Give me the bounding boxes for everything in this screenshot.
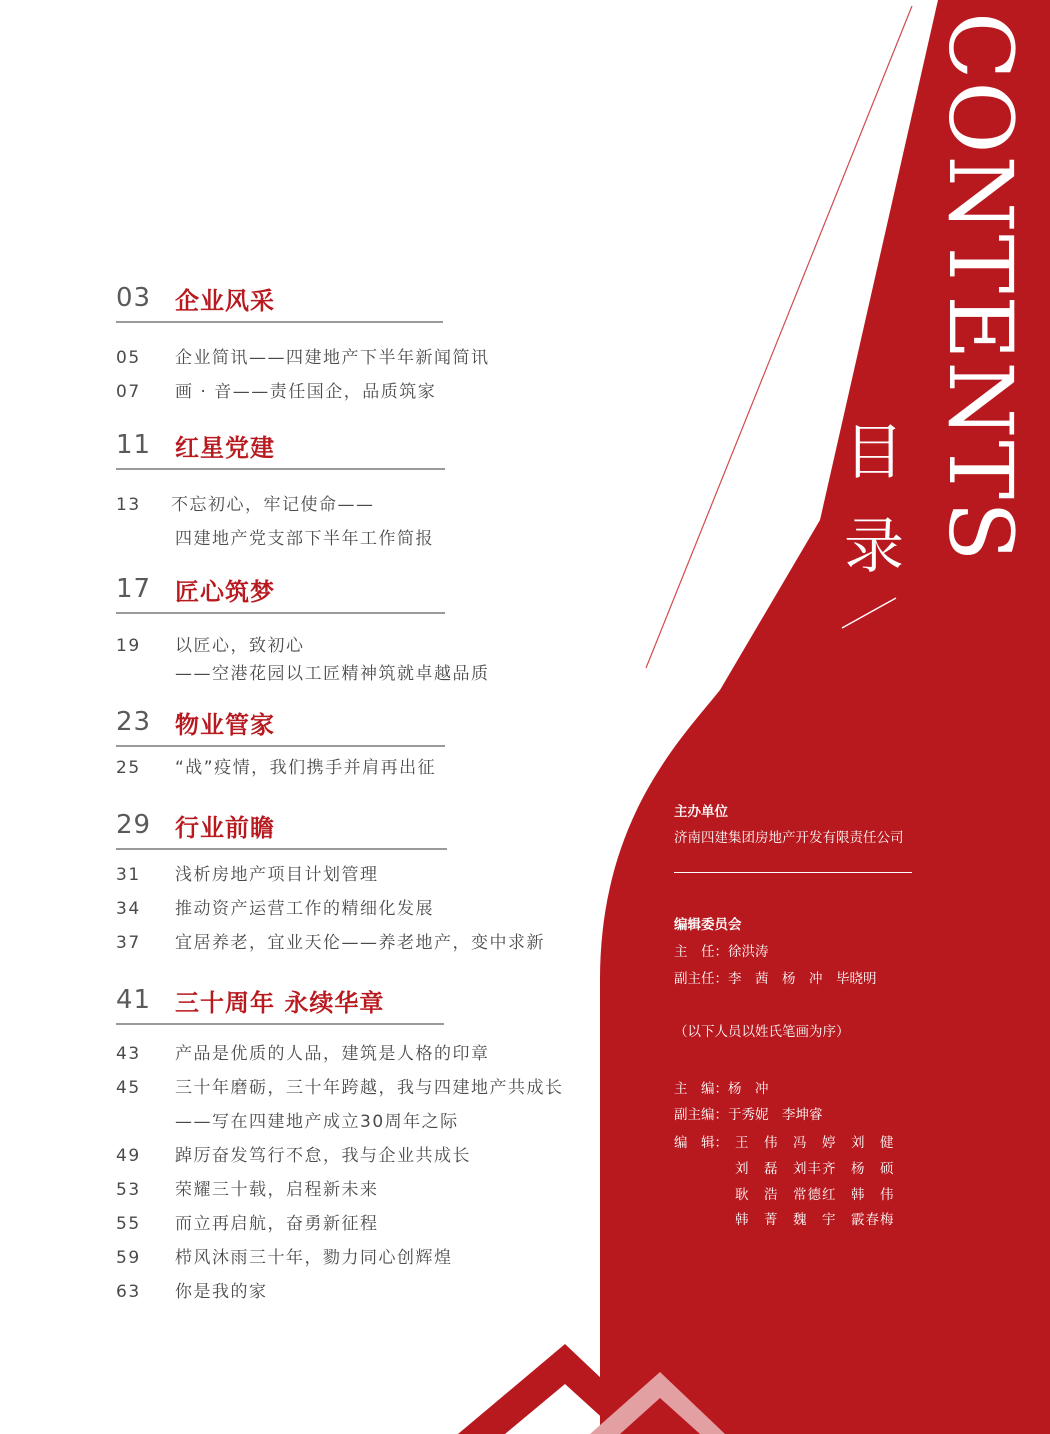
toc-section-2 <box>116 430 596 556</box>
entry-page-number: 53 <box>116 1180 141 1200</box>
chief-editor-line: 主 编：杨 冲 <box>674 1081 769 1097</box>
entry-page-number: 05 <box>116 348 141 368</box>
entry-title: 你是我的家 <box>175 1282 268 1302</box>
deputy-director-line: 副主任：李 茜 杨 冲 毕晓明 <box>674 971 877 987</box>
entry-title: ——空港花园以工匠精神筑就卓越品质 <box>175 664 490 684</box>
entry-title: ——写在四建地产成立30周年之际 <box>175 1112 459 1132</box>
entry-title: 浅析房地产项目计划管理 <box>175 865 379 885</box>
deputy-editor-line: 副主编：于秀妮 李坤睿 <box>674 1107 823 1123</box>
toc-entry[interactable] <box>116 1173 596 1207</box>
entry-page-number: 63 <box>116 1282 141 1302</box>
section-page-number: 17 <box>116 574 152 604</box>
director-line: 主 任：徐洪涛 <box>674 944 769 960</box>
sponsor-label: 主办单位 <box>674 804 728 820</box>
entry-page-number: 55 <box>116 1214 141 1234</box>
toc-entry[interactable] <box>116 751 596 785</box>
section-page-number: 41 <box>116 985 152 1015</box>
editor-names-row: 刘 磊 刘丰齐 杨 硕 <box>735 1161 895 1177</box>
entry-title: “战”疫情，我们携手并肩再出征 <box>175 758 437 778</box>
entry-title: 不忘初心，牢记使命—— <box>171 495 375 515</box>
toc-entry[interactable] <box>116 1139 596 1173</box>
toc-entry[interactable] <box>116 892 596 926</box>
toc-section-4 <box>116 707 596 785</box>
section-title: 企业风采 <box>175 287 275 315</box>
section-title: 行业前瞻 <box>175 814 275 842</box>
toc-entry[interactable] <box>116 1071 596 1105</box>
entry-title: 三十年磨砺，三十年跨越，我与四建地产共成长 <box>175 1078 564 1098</box>
section-title: 三十周年 永续华章 <box>175 989 385 1017</box>
entry-page-number: 25 <box>116 758 141 778</box>
info-divider <box>674 872 912 873</box>
toc-entry[interactable] <box>116 488 596 522</box>
catalog-title-char-1: 目 <box>844 418 904 488</box>
entry-page-number: 31 <box>116 865 141 885</box>
entry-title: 推动资产运营工作的精细化发展 <box>175 899 434 919</box>
section-page-number: 11 <box>116 430 152 460</box>
section-divider <box>116 1023 444 1025</box>
entry-page-number: 49 <box>116 1146 141 1166</box>
toc-entry[interactable] <box>116 926 596 960</box>
toc-section-1 <box>116 283 596 409</box>
section-divider <box>116 321 443 323</box>
contents-vertical-word: CONTENTS <box>929 12 1032 564</box>
editors-label: 编 辑： <box>674 1135 728 1151</box>
entry-title: 踔厉奋发笃行不怠，我与企业共成长 <box>175 1146 471 1166</box>
section-title: 红星党建 <box>175 434 275 462</box>
toc-entry-continuation[interactable] <box>116 522 596 556</box>
entry-page-number: 37 <box>116 933 141 953</box>
toc-entry-continuation[interactable] <box>116 1105 596 1139</box>
entry-title: 企业简讯——四建地产下半年新闻简讯 <box>175 348 490 368</box>
section-divider <box>116 612 445 614</box>
section-page-number: 29 <box>116 810 152 840</box>
section-title: 匠心筑梦 <box>175 578 275 606</box>
toc-entry[interactable] <box>116 632 596 660</box>
editor-names-row: 耿 浩 常德红 韩 伟 <box>735 1187 895 1203</box>
entry-page-number: 34 <box>116 899 141 919</box>
toc-section-5 <box>116 810 596 960</box>
entry-page-number: 43 <box>116 1044 141 1064</box>
section-divider <box>116 745 445 747</box>
entry-title: 荣耀三十载，启程新未来 <box>175 1180 379 1200</box>
section-page-number: 23 <box>116 707 152 737</box>
toc-entry[interactable] <box>116 858 596 892</box>
toc-entry-continuation[interactable] <box>116 660 596 688</box>
committee-label: 编辑委员会 <box>674 917 742 933</box>
entry-title: 以匠心，致初心 <box>175 636 305 656</box>
entry-page-number: 19 <box>116 636 141 656</box>
section-divider <box>116 468 445 470</box>
toc-entry[interactable] <box>116 1275 596 1309</box>
entry-page-number: 07 <box>116 382 141 402</box>
entry-title: 四建地产党支部下半年工作简报 <box>175 529 434 549</box>
entry-title: 而立再启航，奋勇新征程 <box>175 1214 379 1234</box>
toc-section-6 <box>116 985 596 1309</box>
toc-entry[interactable] <box>116 1037 596 1071</box>
catalog-title <box>834 406 914 594</box>
section-title: 物业管家 <box>175 711 275 739</box>
entry-page-number: 13 <box>116 495 141 515</box>
entry-title: 产品是优质的人品，建筑是人格的印章 <box>175 1044 490 1064</box>
section-divider <box>116 848 447 850</box>
entry-title: 画 · 音——责任国企，品质筑家 <box>175 382 437 402</box>
entry-title: 宜居养老，宜业天伦——养老地产，变中求新 <box>175 933 545 953</box>
toc-section-3 <box>116 574 596 688</box>
order-note: （以下人员以姓氏笔画为序） <box>674 1024 850 1040</box>
sponsor-name: 济南四建集团房地产开发有限责任公司 <box>674 830 904 846</box>
catalog-title-char-2: 录 <box>844 512 904 582</box>
toc-entry[interactable] <box>116 1207 596 1241</box>
toc-entry[interactable] <box>116 1241 596 1275</box>
editor-names-row: 韩 菁 魏 宇 霰春梅 <box>735 1212 895 1228</box>
editor-names-row: 王 伟 冯 婷 刘 健 <box>735 1135 895 1151</box>
toc-entry[interactable] <box>116 341 596 375</box>
toc-entry[interactable] <box>116 375 596 409</box>
section-page-number: 03 <box>116 283 152 313</box>
entry-page-number: 59 <box>116 1248 141 1268</box>
entry-title: 栉风沐雨三十年，勠力同心创辉煌 <box>175 1248 453 1268</box>
entry-page-number: 45 <box>116 1078 141 1098</box>
